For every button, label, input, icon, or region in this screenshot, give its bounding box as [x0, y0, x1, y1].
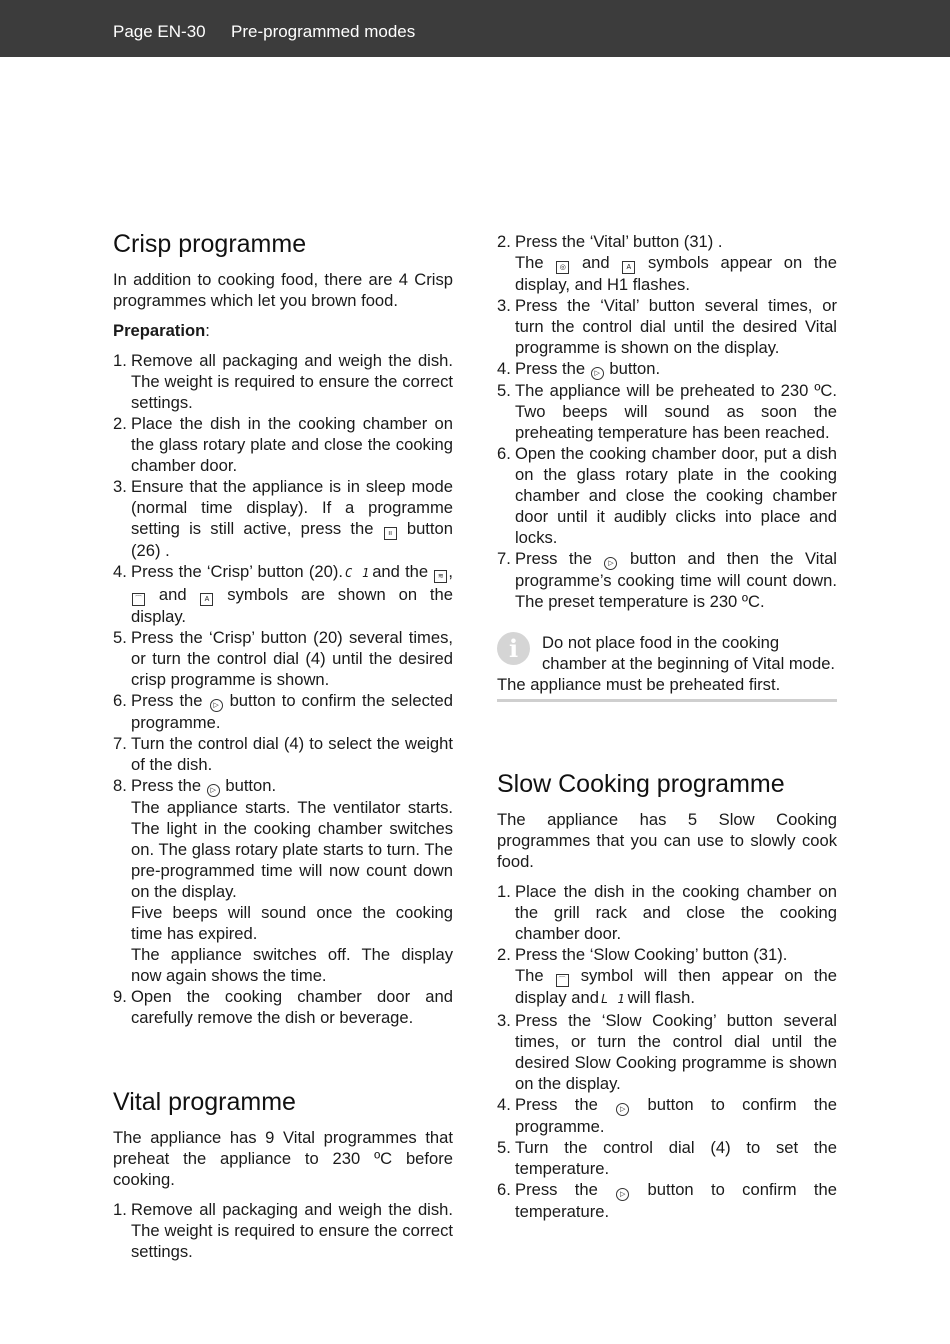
start-button-icon: ▷ [616, 1103, 629, 1116]
stop-button-icon: ıı [384, 527, 397, 540]
start-button-icon: ▷ [604, 557, 617, 570]
info-note [497, 632, 837, 702]
note-text: Do not place food in the cooking chamber at the beginning of Vital mode. The appliance must be preheated first. [497, 633, 836, 694]
preparation-label: Preparation: [113, 321, 210, 340]
vital-title: Vital programme [113, 1088, 296, 1116]
vital-intro: The appliance has 9 Vital programmes that preheat the appliance to 230 ºC before cooking. [113, 1128, 453, 1189]
grill-symbol-icon: ≋ [434, 570, 447, 583]
auto-symbol-icon: A [200, 593, 213, 606]
crisp-intro: In addition to cooking food, there are 4 Crisp programmes which let you brown food. [113, 270, 453, 310]
auto-symbol-icon: A [622, 261, 635, 274]
list-item: 7. Press the ▷ button and then the Vital programme’s cooking time will count down. The preset temperature is 230 ºC. [497, 549, 837, 611]
list-item: 6. Press the ▷ button to confirm the temperature. [497, 1180, 837, 1221]
display-segment-l1: L 1 [600, 992, 626, 1006]
list-item: 9. Open the cooking chamber door and carefully remove the dish or beverage. [113, 987, 453, 1027]
list-item: 3. Press the ‘Vital’ button several times, or turn the control dial until the desired Vital programme is shown on the display. [497, 296, 837, 357]
list-item: 6. Press the ▷ button to confirm the selected programme. [113, 691, 453, 732]
vital-symbol-icon: ◎ [556, 261, 569, 274]
list-item: 1. Remove all packaging and weigh the dish. The weight is required to ensure the correct settings. [113, 1200, 453, 1261]
list-item: 3. Press the ‘Slow Cooking’ button several times, or turn the control dial until the desired Slow Cooking programme is shown on the display. [497, 1011, 837, 1093]
slow-title: Slow Cooking programme [497, 770, 785, 798]
list-item: 1. Place the dish in the cooking chamber on the grill rack and close the cooking chamber door. [497, 882, 837, 943]
left-column [113, 228, 453, 1262]
page-header [0, 0, 950, 57]
display-segment-c1: C 1 [344, 566, 371, 580]
start-button-icon: ▷ [591, 367, 604, 380]
info-icon: i [497, 632, 530, 665]
list-item: 6. Open the cooking chamber door, put a dish on the glass rotary plate in the cooking chamber and close the cooking chamber door until it audibly clicks into place and locks. [497, 444, 837, 547]
oven-symbol-icon: ⌒ [132, 593, 145, 606]
list-item: 5. Press the ‘Crisp’ button (20) several times, or turn the control dial (4) until the desired crisp programme is shown. [113, 628, 453, 689]
list-item: 4. Press the ▷ button to confirm the programme. [497, 1095, 837, 1136]
start-button-icon: ▷ [616, 1188, 629, 1201]
page-number: Page EN-30 [113, 22, 206, 41]
slow-steps [497, 881, 837, 1222]
list-item: 7. Turn the control dial (4) to select the weight of the dish. [113, 734, 453, 774]
list-item: 5. The appliance will be preheated to 230 ºC. Two beeps will sound as soon the preheating temperature has been reached. [497, 381, 837, 442]
oven-symbol-icon: ⌒ [556, 974, 569, 987]
vital-steps-left [113, 1199, 453, 1262]
vital-steps-right [497, 231, 837, 612]
list-item: 2. Press the ‘Slow Cooking’ button (31). The ⌒ symbol will then appear on the display and L 1 will flash. [497, 945, 837, 1007]
list-item: 2. Press the ‘Vital’ button (31) . The ◎ and A symbols appear on the display, and H1 flashes. [497, 232, 837, 294]
list-item: 8. Press the ▷ button. The appliance starts. The ventilator starts. The light in the cooking chamber switches on. The glass rotary plate starts to turn. The pre-programmed time will now count down on the display. Five beeps will sound once the cooking time has expired. The appliance switches off. The display now again shows the time. [113, 776, 453, 985]
list-item: 1. Remove all packaging and weigh the dish. The weight is required to ensure the correct settings. [113, 351, 453, 412]
section-title: Pre-programmed modes [231, 22, 416, 41]
list-item: 5. Turn the control dial (4) to set the temperature. [497, 1138, 837, 1178]
slow-intro: The appliance has 5 Slow Cooking programmes that you can use to slowly cook food. [497, 810, 837, 871]
list-item: 3. Ensure that the appliance is in sleep mode (normal time display). If a programme setting is still active, press the ıı button (26) . [113, 477, 453, 560]
crisp-title: Crisp programme [113, 230, 307, 258]
start-button-icon: ▷ [207, 784, 220, 797]
right-column [497, 231, 837, 1222]
list-item: 4. Press the ‘Crisp’ button (20). C 1 and the ≋ , ⌒ and A symbols are shown on the display. [113, 562, 453, 626]
start-button-icon: ▷ [210, 699, 223, 712]
crisp-steps [113, 350, 453, 1028]
list-item: 2. Place the dish in the cooking chamber on the glass rotary plate and close the cooking chamber door. [113, 414, 453, 475]
list-item: 4. Press the ▷ button. [497, 359, 661, 378]
